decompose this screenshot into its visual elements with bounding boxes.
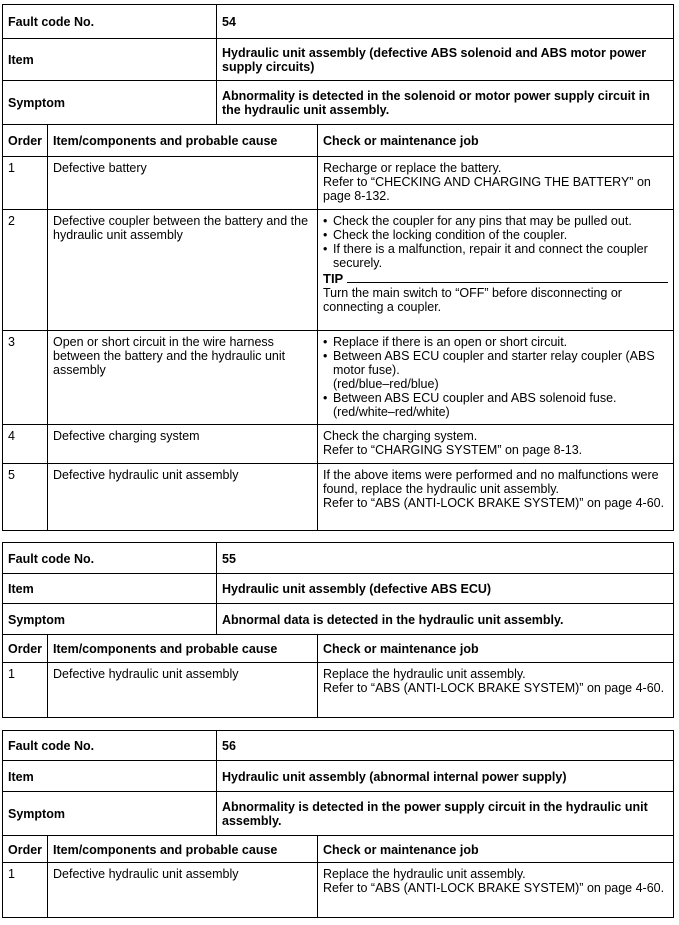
- bullet-icon: •: [323, 335, 328, 349]
- fault-code-value: 54: [222, 15, 236, 29]
- bullet-item: [323, 242, 668, 270]
- order-header: Order: [3, 836, 48, 862]
- job-line: Refer to “CHECKING AND CHARGING THE BATTERY” on page 8-132.: [323, 175, 651, 203]
- job-text: [318, 663, 673, 717]
- bullet-icon: •: [323, 242, 328, 256]
- symptom-label: Symptom: [3, 604, 217, 634]
- job-text: [318, 331, 673, 424]
- tip-rule: [347, 282, 668, 283]
- item-label: Item: [3, 761, 217, 791]
- fault-table-54: [2, 4, 674, 531]
- table-row: [3, 862, 673, 917]
- item-label: Item: [3, 574, 217, 603]
- job-text: [318, 464, 673, 530]
- cause-text: Defective charging system: [48, 425, 318, 463]
- cause-text: Defective battery: [48, 157, 318, 209]
- item-label: Item: [3, 39, 217, 80]
- item-value: Hydraulic unit assembly (defective ABS solenoid and ABS motor power supply circuits): [222, 46, 647, 74]
- cause-text: Open or short circuit in the wire harness between the battery and the hydraulic unit assembly: [48, 331, 318, 424]
- order-header: Order: [3, 125, 48, 156]
- order-number: 1: [3, 863, 48, 917]
- order-number: 4: [3, 425, 48, 463]
- job-header: Check or maintenance job: [323, 134, 479, 148]
- cause-text: Defective hydraulic unit assembly: [48, 464, 318, 530]
- tip-text: Turn the main switch to “OFF” before disconnecting or connecting a coupler.: [323, 286, 622, 314]
- fault-code-label: Fault code No.: [3, 543, 217, 573]
- bullet-text: If there is a malfunction, repair it and connect the coupler securely.: [333, 242, 648, 270]
- order-number: 2: [3, 210, 48, 330]
- job-line: Replace the hydraulic unit assembly.: [323, 867, 526, 881]
- item-row: [3, 573, 673, 603]
- table-row: [3, 424, 673, 463]
- item-value: Hydraulic unit assembly (defective ABS ECU): [222, 582, 492, 596]
- job-text: [318, 425, 673, 463]
- item-value: Hydraulic unit assembly (abnormal internal power supply): [222, 769, 567, 784]
- table-row: [3, 662, 673, 717]
- job-line: Refer to “ABS (ANTI-LOCK BRAKE SYSTEM)” on page 4-60.: [323, 881, 665, 895]
- table-row: [3, 156, 673, 209]
- bullet-text: Between ABS ECU coupler and starter relay coupler (ABS motor fuse). (red/blue–red/blue): [333, 349, 655, 391]
- tip-heading: [323, 272, 668, 286]
- table-row: [3, 209, 673, 330]
- order-header: Order: [3, 635, 48, 662]
- cause-text: Defective hydraulic unit assembly: [48, 663, 318, 717]
- fault-table-55: [2, 542, 674, 718]
- bullet-item: [323, 391, 668, 419]
- bullet-icon: •: [323, 349, 328, 363]
- item-row: [3, 760, 673, 791]
- fault-code-value: 55: [222, 551, 236, 566]
- cause-header: Item/components and probable cause: [48, 125, 318, 156]
- order-number: 1: [3, 663, 48, 717]
- symptom-row: [3, 603, 673, 634]
- bullet-text: Check the coupler for any pins that may be pulled out.: [333, 214, 632, 228]
- bullet-item: [323, 228, 668, 242]
- table-row: [3, 330, 673, 424]
- job-line: Recharge or replace the battery.: [323, 161, 502, 175]
- job-line: Replace the hydraulic unit assembly.: [323, 667, 526, 681]
- fault-code-label: Fault code No.: [3, 5, 217, 38]
- tip-label: TIP: [323, 271, 344, 286]
- bullet-item: [323, 335, 668, 349]
- cause-header: Item/components and probable cause: [48, 635, 318, 662]
- job-line: Refer to “CHARGING SYSTEM” on page 8-13.: [323, 443, 583, 457]
- fault-table-56: [2, 730, 674, 918]
- job-line: Check the charging system.: [323, 429, 478, 443]
- symptom-value: Abnormality is detected in the solenoid or motor power supply circuit in the hydraulic unit assembly.: [222, 89, 650, 117]
- symptom-value: Abnormal data is detected in the hydraulic unit assembly.: [222, 612, 564, 627]
- column-header-row: [3, 835, 673, 862]
- job-header: Check or maintenance job: [323, 842, 479, 857]
- fault-code-row: [3, 731, 673, 760]
- bullet-icon: •: [323, 214, 328, 228]
- bullet-icon: •: [323, 228, 328, 242]
- bullet-icon: •: [323, 391, 328, 405]
- bullet-item: [323, 349, 668, 391]
- bullet-text: Replace if there is an open or short circuit.: [333, 335, 568, 349]
- job-header: Check or maintenance job: [323, 642, 479, 656]
- cause-text: Defective hydraulic unit assembly: [48, 863, 318, 917]
- order-number: 3: [3, 331, 48, 424]
- table-row: [3, 463, 673, 530]
- bullet-text: Check the locking condition of the coupler.: [333, 228, 568, 242]
- symptom-value: Abnormality is detected in the power supply circuit in the hydraulic unit assembly.: [222, 800, 648, 828]
- item-row: [3, 38, 673, 80]
- symptom-label: Symptom: [3, 792, 217, 835]
- job-line: Refer to “ABS (ANTI-LOCK BRAKE SYSTEM)” on page 4-60.: [323, 681, 665, 695]
- job-line: Refer to “ABS (ANTI-LOCK BRAKE SYSTEM)” on page 4-60.: [323, 496, 665, 510]
- cause-header: Item/components and probable cause: [48, 836, 318, 862]
- job-line: If the above items were performed and no malfunctions were found, replace the hydraulic unit assembly.: [323, 468, 659, 496]
- symptom-label: Symptom: [3, 81, 217, 124]
- job-text: [318, 863, 673, 917]
- fault-code-row: [3, 543, 673, 573]
- symptom-row: [3, 791, 673, 835]
- fault-code-label: Fault code No.: [3, 731, 217, 760]
- bullet-item: [323, 214, 668, 228]
- order-number: 5: [3, 464, 48, 530]
- order-number: 1: [3, 157, 48, 209]
- cause-text: Defective coupler between the battery and the hydraulic unit assembly: [48, 210, 318, 330]
- bullet-text: Between ABS ECU coupler and ABS solenoid fuse. (red/white–red/white): [333, 391, 617, 419]
- column-header-row: [3, 124, 673, 156]
- job-text: [318, 157, 673, 209]
- fault-code-row: [3, 5, 673, 38]
- symptom-row: [3, 80, 673, 124]
- column-header-row: [3, 634, 673, 662]
- job-text: [318, 210, 673, 330]
- fault-code-value: 56: [222, 739, 236, 753]
